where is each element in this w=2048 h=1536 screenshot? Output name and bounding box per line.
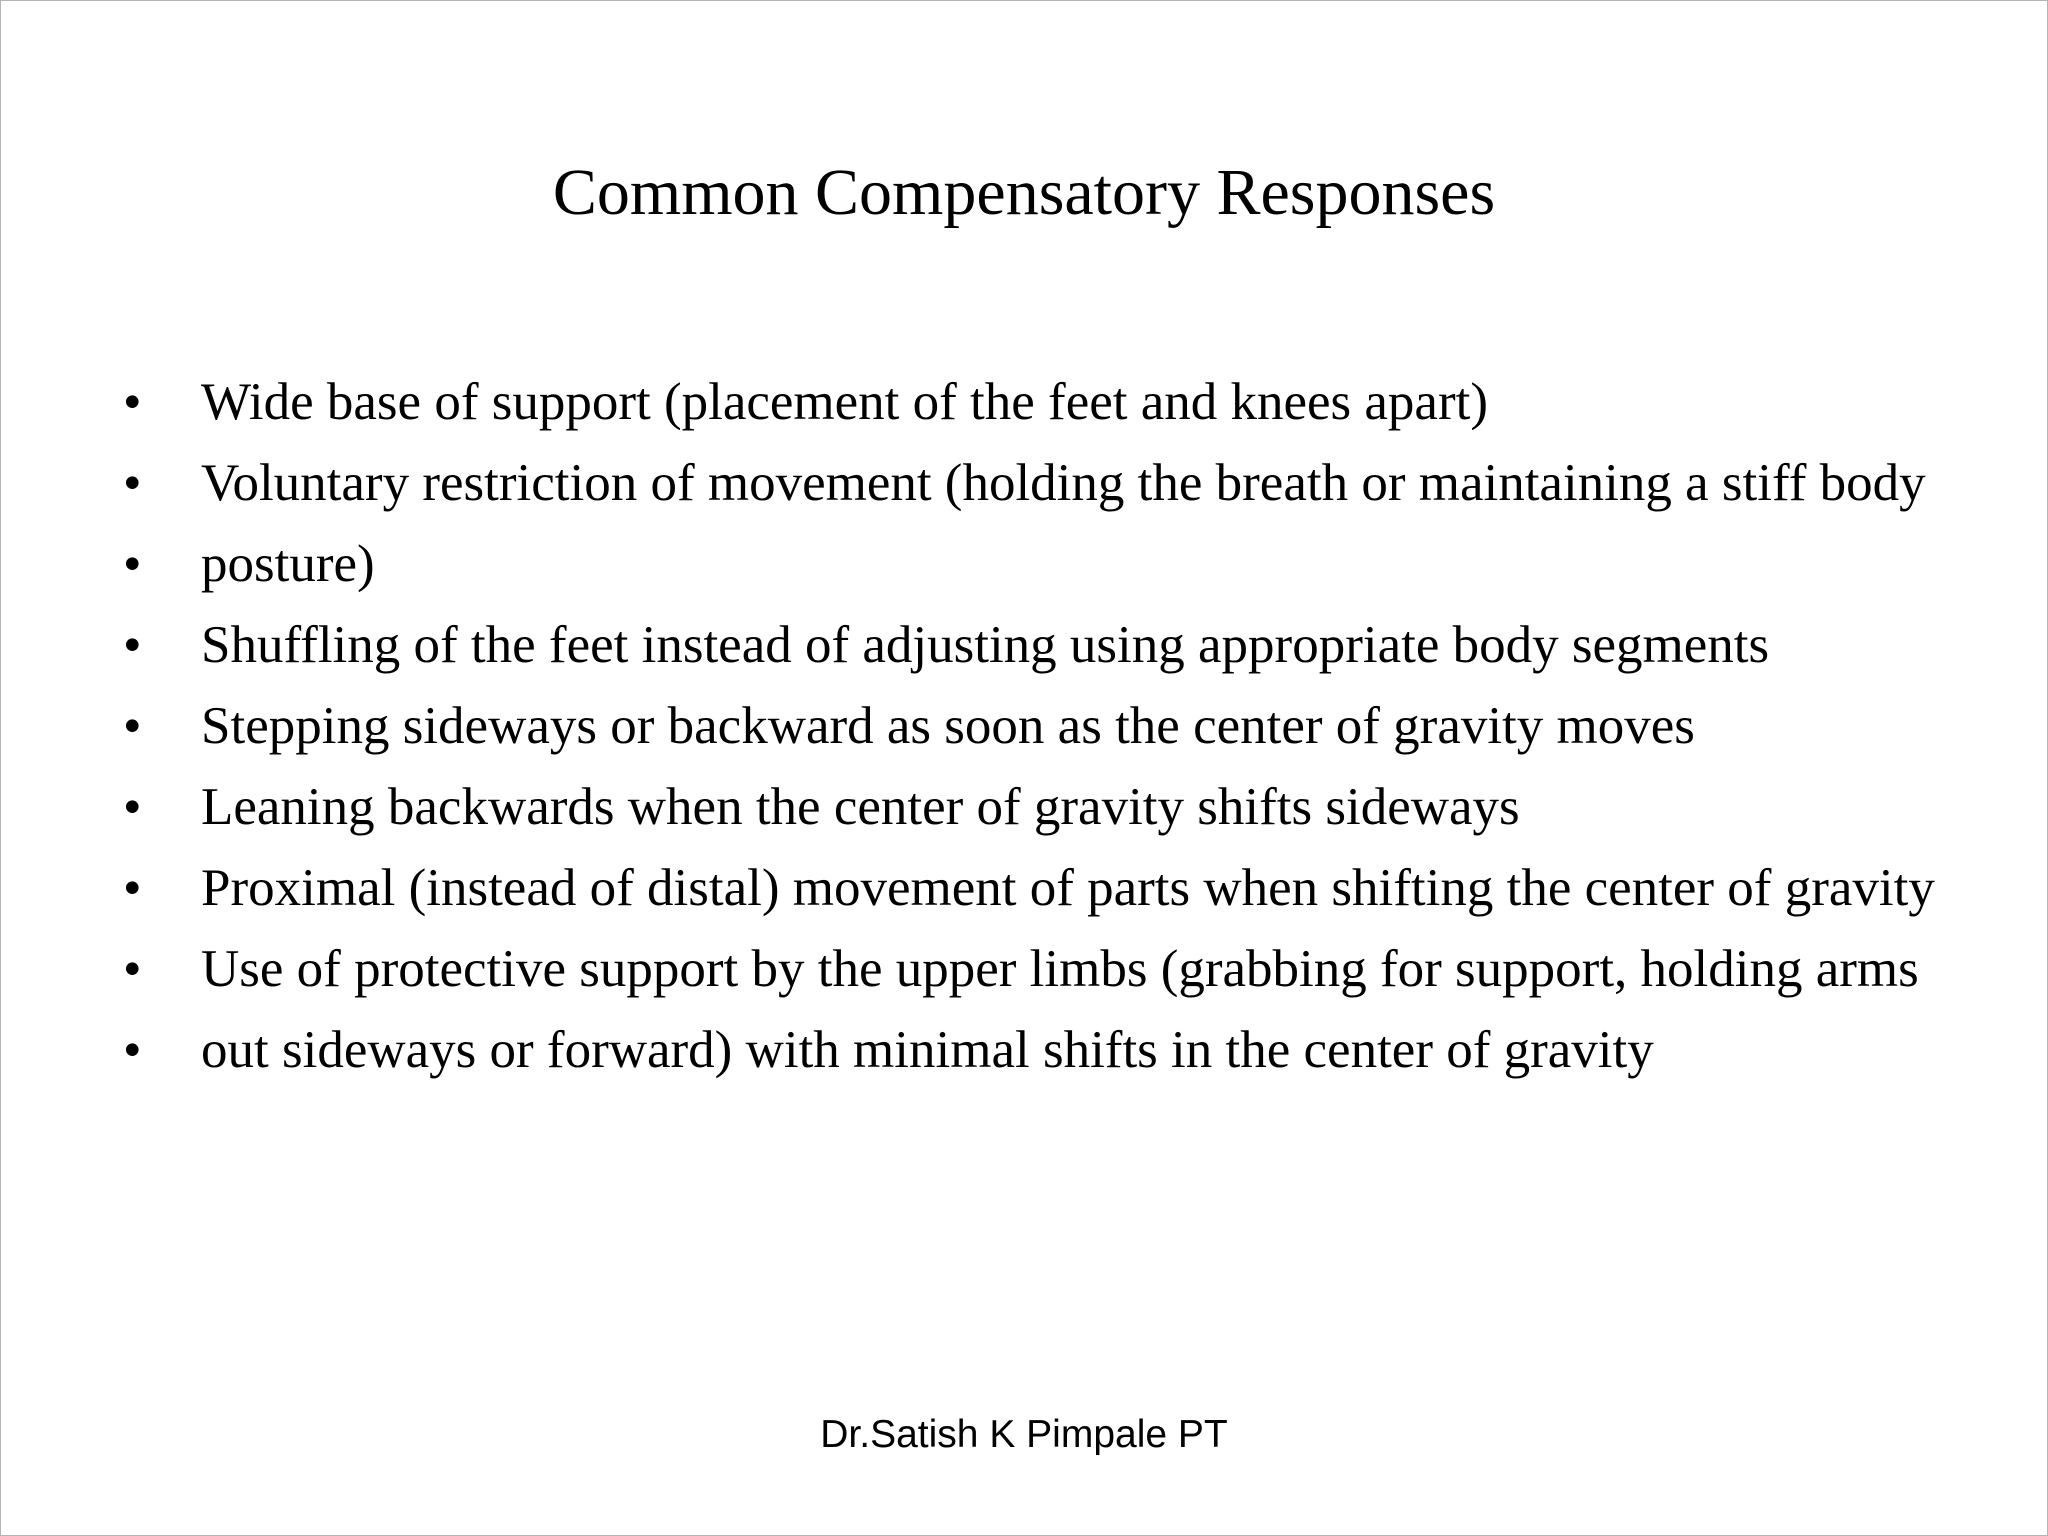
bullet-icon: •	[123, 697, 142, 755]
slide-title: Common Compensatory Responses	[552, 156, 1496, 229]
list-item	[1, 369, 2047, 436]
bullet-text: posture)	[201, 535, 375, 593]
list-item	[1, 531, 2047, 598]
bullet-text: Voluntary restriction of movement (holding the breath or maintaining a stiff body	[201, 454, 1926, 512]
bullet-text: out sideways or forward) with minimal shifts in the center of gravity	[201, 1021, 1654, 1079]
list-item	[1, 936, 2047, 1003]
list-item	[1, 693, 2047, 760]
list-item	[1, 612, 2047, 679]
list-item	[1, 450, 2047, 517]
bullet-text: Use of protective support by the upper limbs (grabbing for support, holding arms	[201, 940, 1919, 998]
bullet-text: Proximal (instead of distal) movement of parts when shifting the center of gravity	[201, 859, 1935, 917]
bullet-list	[1, 369, 2047, 1098]
bullet-icon: •	[123, 535, 142, 593]
bullet-text: Leaning backwards when the center of gravity shifts sideways	[201, 778, 1520, 836]
bullet-text: Shuffling of the feet instead of adjusting using appropriate body segments	[201, 616, 1770, 674]
bullet-text: Wide base of support (placement of the feet and knees apart)	[201, 373, 1488, 431]
bullet-icon: •	[123, 616, 142, 674]
author-footer: Dr.Satish K Pimpale PT	[820, 1413, 1228, 1456]
list-item	[1, 774, 2047, 841]
bullet-icon: •	[123, 1021, 142, 1079]
list-item	[1, 1017, 2047, 1084]
bullet-text: Stepping sideways or backward as soon as the center of gravity moves	[201, 697, 1695, 755]
bullet-icon: •	[123, 778, 142, 836]
bullet-icon: •	[123, 454, 142, 512]
bullet-icon: •	[123, 373, 142, 431]
bullet-icon: •	[123, 940, 142, 998]
bullet-icon: •	[123, 859, 142, 917]
list-item	[1, 855, 2047, 922]
